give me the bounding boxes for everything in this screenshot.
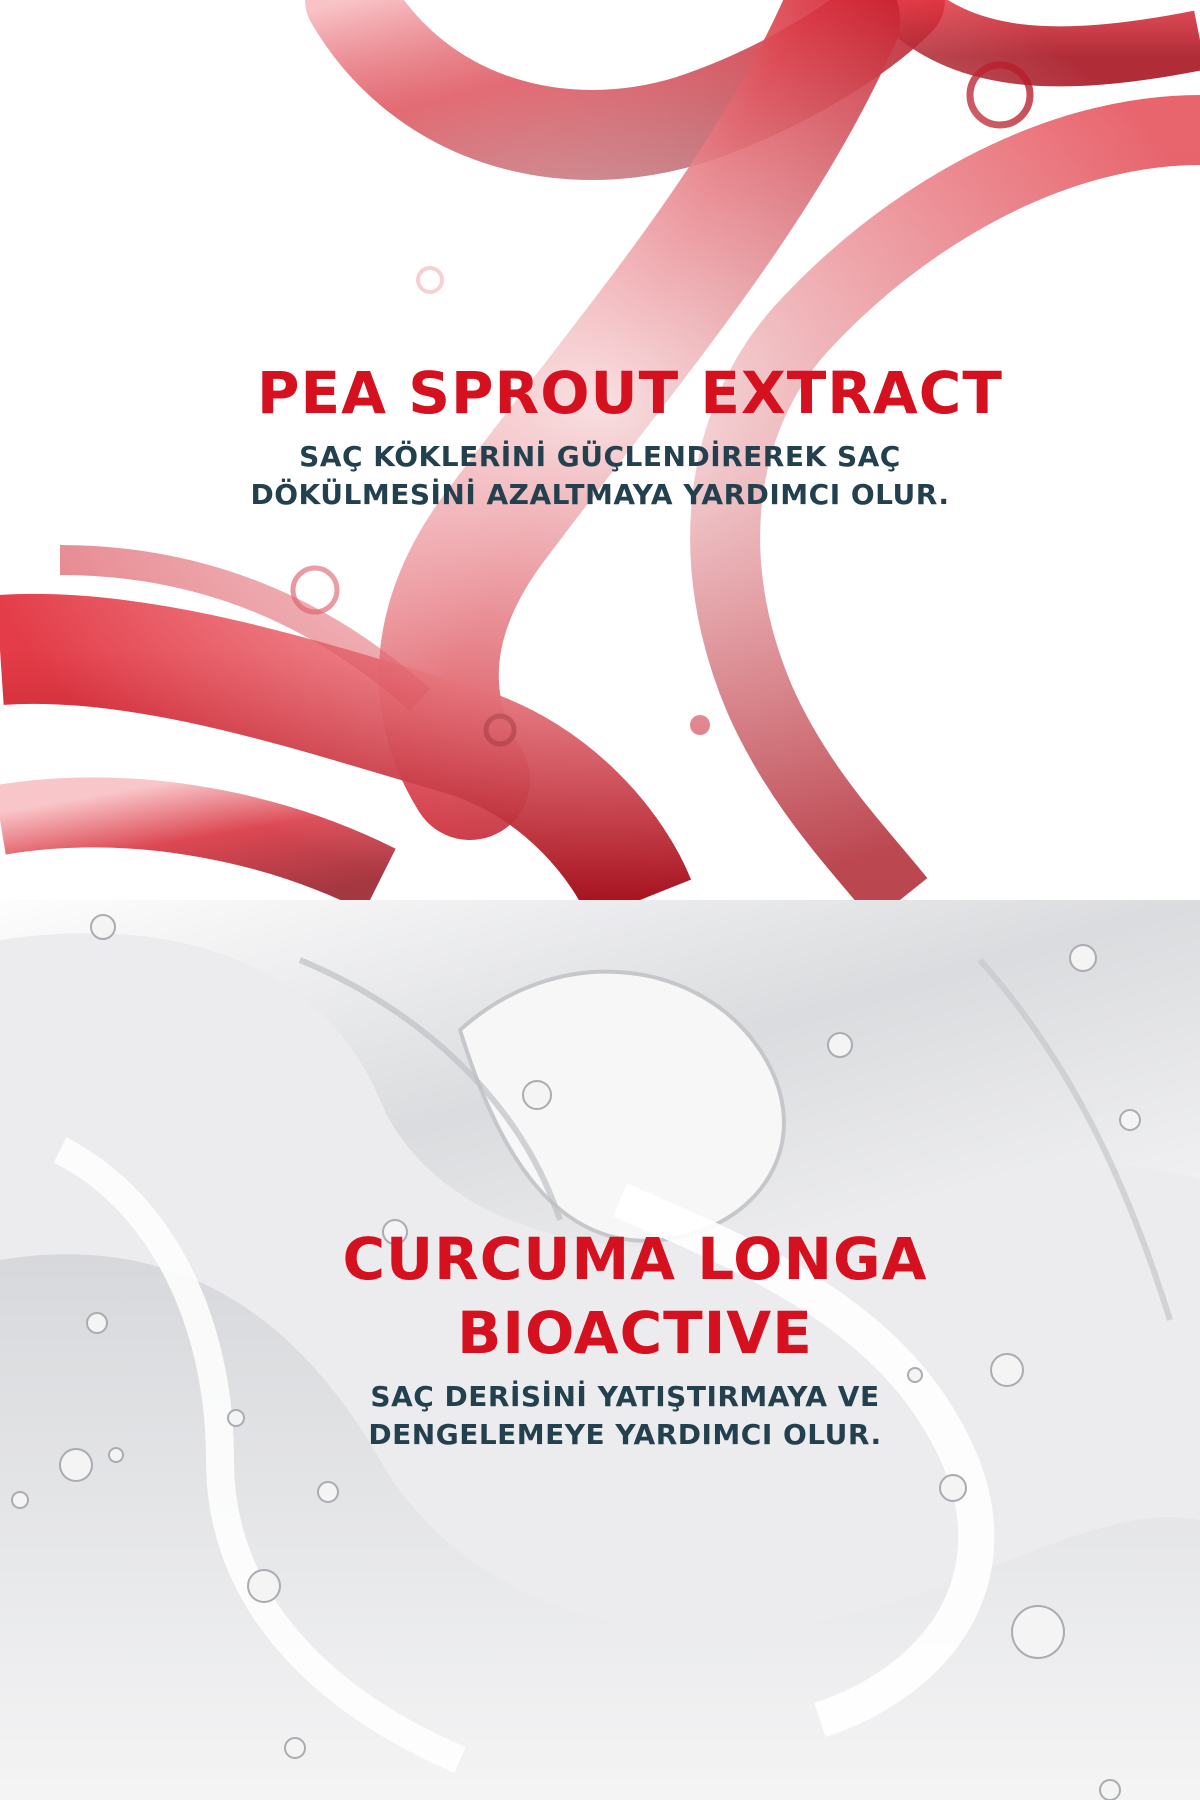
curcuma-longa-title-line-1: CURCUMA LONGA bbox=[342, 1225, 928, 1293]
pea-sprout-text bbox=[0, 356, 1200, 514]
curcuma-longa-description bbox=[0, 1378, 1200, 1454]
curcuma-longa-text bbox=[0, 1222, 1200, 1454]
pea-sprout-title: PEA SPROUT EXTRACT bbox=[257, 359, 1003, 427]
curcuma-longa-panel bbox=[0, 900, 1200, 1800]
curcuma-longa-description-line-2: DENGELEMEYE YARDIMCI OLUR. bbox=[368, 1418, 882, 1451]
curcuma-longa-title-line-2: BIOACTIVE bbox=[457, 1299, 813, 1367]
pea-sprout-description-line-1: SAÇ KÖKLERİNİ GÜÇLENDİREREK SAÇ bbox=[299, 440, 901, 473]
curcuma-longa-description-line-1: SAÇ DERİSİNİ YATIŞTIRMAYA VE bbox=[370, 1380, 880, 1413]
pea-sprout-description-line-2: DÖKÜLMESİNİ AZALTMAYA YARDIMCI OLUR. bbox=[250, 478, 950, 511]
pea-sprout-description bbox=[0, 438, 1200, 514]
curcuma-longa-title bbox=[0, 1222, 1200, 1370]
